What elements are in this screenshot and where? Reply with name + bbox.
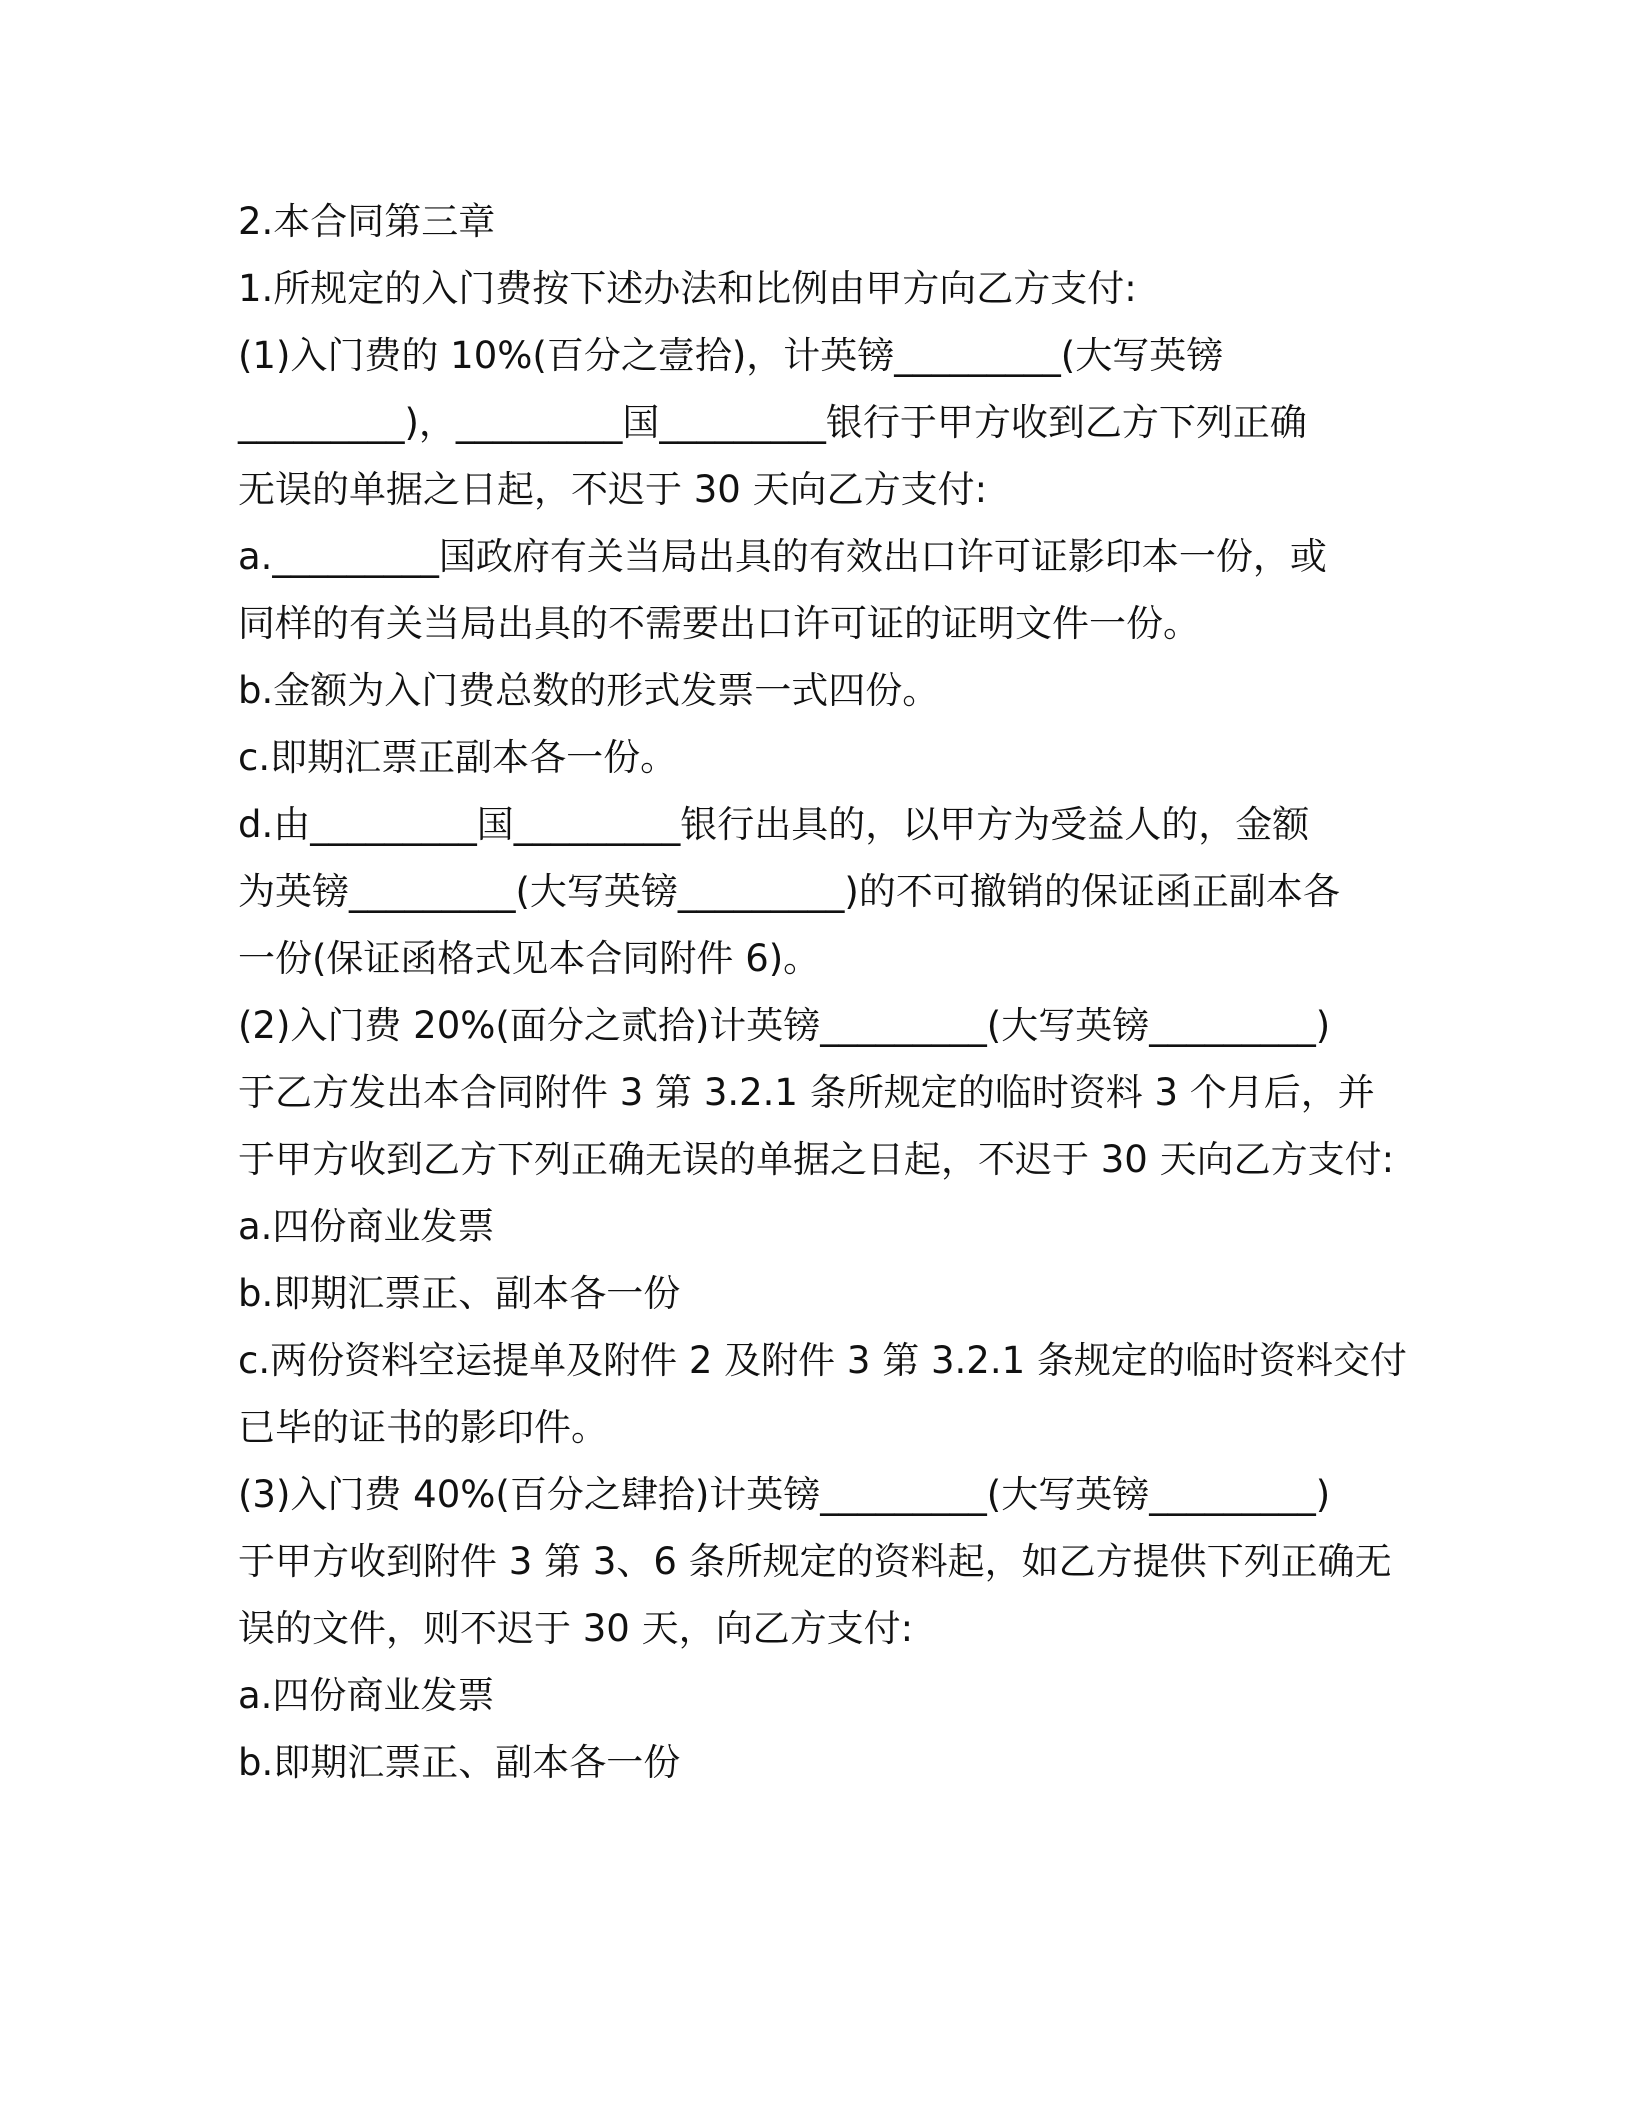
document-body <box>238 188 1407 1796</box>
text-line: a._________国政府有关当局出具的有效出口许可证影印本一份，或 <box>238 535 1327 578</box>
text-line: b.即期汇票正、副本各一份 <box>238 1272 681 1315</box>
text-line: (3)入门费 40%(百分之肆拾)计英镑_________(大写英镑_________) <box>238 1473 1331 1516</box>
text-line: 一份(保证函格式见本合同附件 6)。 <box>238 937 821 980</box>
text-line: b.即期汇票正、副本各一份 <box>238 1741 681 1784</box>
text-line: d.由_________国_________银行出具的，以甲方为受益人的，金额 <box>238 803 1310 846</box>
text-line: (1)入门费的 10%(百分之壹拾)，计英镑_________(大写英镑 <box>238 334 1224 377</box>
text-line: 于甲方收到附件 3 第 3、6 条所规定的资料起，如乙方提供下列正确无 <box>238 1540 1392 1583</box>
text-line: 无误的单据之日起，不迟于 30 天向乙方支付: <box>238 468 988 511</box>
text-line: c.即期汇票正副本各一份。 <box>238 736 678 779</box>
text-line: 误的文件，则不迟于 30 天，向乙方支付: <box>238 1607 914 1650</box>
section-heading: 2.本合同第三章 <box>238 200 496 243</box>
text-line: c.两份资料空运提单及附件 2 及附件 3 第 3.2.1 条规定的临时资料交付 <box>238 1339 1407 1382</box>
text-line: b.金额为入门费总数的形式发票一式四份。 <box>238 669 940 712</box>
text-line: a.四份商业发票 <box>238 1674 495 1717</box>
text-line: (2)入门费 20%(面分之贰拾)计英镑_________(大写英镑_________) <box>238 1004 1331 1047</box>
text-line: 1.所规定的入门费按下述办法和比例由甲方向乙方支付: <box>238 267 1137 310</box>
text-line: a.四份商业发票 <box>238 1205 495 1248</box>
text-line: 已毕的证书的影印件。 <box>238 1406 608 1449</box>
text-line: 于乙方发出本合同附件 3 第 3.2.1 条所规定的临时资料 3 个月后，并 <box>238 1071 1375 1114</box>
text-line: 为英镑_________(大写英镑_________)的不可撤销的保证函正副本各 <box>238 870 1340 913</box>
text-line: 于甲方收到乙方下列正确无误的单据之日起，不迟于 30 天向乙方支付: <box>238 1138 1395 1181</box>
text-line: _________)，_________国_________银行于甲方收到乙方下列正确 <box>238 401 1307 444</box>
text-line: 同样的有关当局出具的不需要出口许可证的证明文件一份。 <box>238 602 1200 645</box>
